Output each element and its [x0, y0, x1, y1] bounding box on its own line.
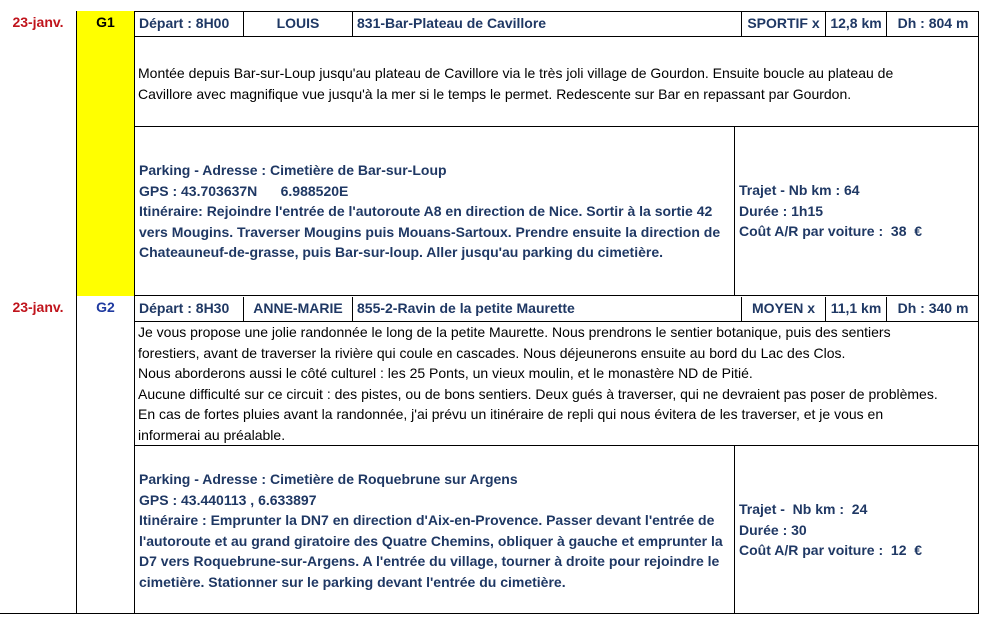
g2-trip-info [735, 446, 979, 614]
description-line: Nous aborderons aussi le côté culturel : les 25 Ponts, un vieux moulin, et le monastère ND de Pitié. [138, 365, 753, 381]
description-line: forestiers, avant de traverser la rivière qui coule en cascades. Nous déjeunerons ensuite au bord du Lac des Clos. [138, 344, 846, 361]
parking-address: Parking - Adresse : Cimetière de Roquebrune sur Argens [139, 471, 518, 487]
depart-time: Départ : 8H30 [135, 297, 244, 321]
g1-parking-info [135, 127, 735, 296]
itinerary-line: cimetière. Stationner sur le parking devant l'entrée du cimetière. [139, 573, 566, 590]
group-label: G2 [96, 299, 115, 315]
description-line: Montée depuis Bar-sur-Loup jusqu'au plateau de Cavillore via le très joli village de Gourdon. Ensuite boucle au plateau de [138, 65, 894, 81]
date-label: 23-janv. [12, 299, 64, 315]
trip-cost: Coût A/R par voiture : 38 € [739, 223, 923, 239]
trip-duration: Durée : 30 [739, 521, 807, 538]
trip-km: Trajet - Nb km : 24 [739, 501, 868, 517]
itinerary-line: D7 vers Roquebrune-sur-Argens. A l'entrée du village, tourner à droite pour rejoindre le [139, 553, 720, 569]
leader-name: ANNE-MARIE [244, 297, 353, 321]
distance-label: 11,1 km [826, 297, 887, 321]
group-label: G1 [96, 14, 115, 30]
trip-km: Trajet - Nb km : 64 [739, 182, 860, 198]
level-label: SPORTIF x [742, 12, 826, 36]
parking-gps: GPS : 43.703637N 6.988520E [139, 182, 349, 199]
itinerary-line: vers Mougins. Traverser Mougins puis Mouans-Sartoux. Prendre ensuite la direction de [139, 223, 721, 240]
parking-address: Parking - Adresse : Cimetière de Bar-sur-Loup [139, 162, 447, 178]
level-label: MOYEN x [742, 297, 826, 321]
g2-description [135, 322, 979, 446]
description-line: Je vous propose une jolie randonnée le long de la petite Maurette. Nous prendrons le sentier botanique, puis des sentiers [138, 324, 891, 340]
elevation-label: Dh : 340 m [897, 300, 969, 316]
depart-time: Départ : 8H00 [135, 12, 244, 36]
itinerary-line: Chateauneuf-de-grasse, puis Bar-sur-loup. Aller jusqu'au parking du cimetière. [139, 244, 664, 260]
itinerary-line: Itinéraire : Emprunter la DN7 en direction d'Aix-en-Provence. Passer devant l'entrée de [139, 512, 715, 528]
trip-cost: Coût A/R par voiture : 12 € [739, 542, 923, 558]
description-line: En cas de fortes pluies avant la randonnée, j'ai prévu un itinéraire de repli qui nous évitera de les traverser, et je vous en [138, 406, 884, 422]
date-cell-g2 [0, 296, 77, 614]
group-cell-g1 [77, 11, 135, 296]
distance-label: 12,8 km [826, 12, 887, 36]
route-name: 831-Bar-Plateau de Cavillore [353, 12, 742, 36]
description-line: Aucune difficulté sur ce circuit : des pistes, ou de bons sentiers. Deux gués à traverser, qui ne devraient pas poser de problèmes. [138, 385, 938, 402]
date-label: 23-janv. [12, 14, 64, 30]
itinerary-line: Itinéraire: Rejoindre l'entrée de l'autoroute A8 en direction de Nice. Sortir à la sortie 42 [139, 203, 713, 219]
g2-parking-info [135, 446, 735, 614]
description-line: informerai au préalable. [138, 426, 286, 443]
g1-description [135, 37, 979, 127]
group-cell-g2 [77, 296, 135, 614]
itinerary-line: l'autoroute et au grand giratoire des Quatre Chemins, obliquer à gauche et emprunter la [139, 532, 723, 549]
g1-trip-info [735, 127, 979, 296]
elevation-label: Dh : 804 m [897, 15, 969, 31]
route-name: 855-2-Ravin de la petite Maurette [353, 297, 742, 321]
parking-gps: GPS : 43.440113 , 6.633897 [139, 491, 317, 508]
date-cell-g1 [0, 11, 77, 296]
trip-duration: Durée : 1h15 [739, 202, 824, 219]
description-line: Cavillore avec magnifique vue jusqu'à la mer si le temps le permet. Redescente sur Bar en repassant par Gourdon. [138, 85, 852, 102]
leader-name: LOUIS [244, 12, 353, 36]
